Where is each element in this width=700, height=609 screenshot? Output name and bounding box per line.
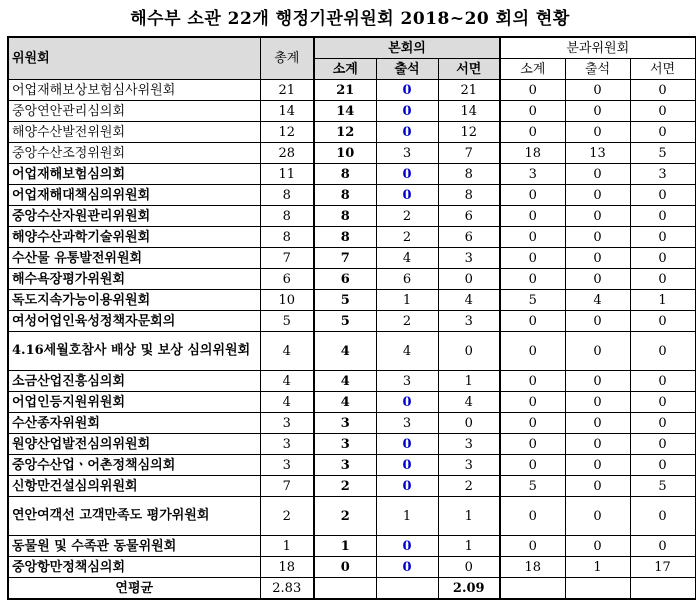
sub-written-cell: 0 [630, 311, 695, 332]
committee-name: 중앙항만정책심의회 [8, 557, 260, 578]
plenary-attend-cell: 1 [376, 290, 438, 311]
plenary-attend-cell: 0 [376, 80, 438, 101]
plenary-attend-cell: 0 [376, 434, 438, 455]
plenary-subtotal-cell: 3 [314, 434, 376, 455]
plenary-written-cell: 2 [438, 476, 500, 497]
committee-name: 독도지속가능이용위원회 [8, 290, 260, 311]
sub-written-cell: 0 [630, 371, 695, 392]
plenary-attend-cell: 3 [376, 413, 438, 434]
plenary-attend-header: 출석 [376, 59, 438, 80]
sub-written-cell: 0 [630, 101, 695, 122]
average-written: 2.09 [438, 578, 500, 600]
sub-subtotal-cell: 5 [500, 290, 565, 311]
committee-name: 4.16세월호참사 배상 및 보상 심의위원회 [8, 332, 260, 371]
total-cell: 6 [260, 269, 314, 290]
plenary-written-cell: 14 [438, 101, 500, 122]
total-cell: 5 [260, 311, 314, 332]
sub-written-cell: 0 [630, 536, 695, 557]
sub-attend-cell: 4 [565, 290, 630, 311]
total-header: 총계 [260, 37, 314, 80]
total-cell: 4 [260, 392, 314, 413]
table-row [8, 413, 695, 434]
sub-attend-cell: 0 [565, 164, 630, 185]
sub-subtotal-header: 소계 [500, 59, 565, 80]
plenary-subtotal-cell: 0 [314, 557, 376, 578]
plenary-subtotal-cell: 7 [314, 248, 376, 269]
sub-written-cell: 0 [630, 185, 695, 206]
committee-name: 연안여객선 고객만족도 평가위원회 [8, 497, 260, 536]
sub-written-cell: 0 [630, 413, 695, 434]
total-cell: 3 [260, 413, 314, 434]
sub-attend-cell: 0 [565, 269, 630, 290]
plenary-subtotal-cell: 12 [314, 122, 376, 143]
plenary-written-cell: 3 [438, 434, 500, 455]
sub-attend-cell: 0 [565, 101, 630, 122]
total-cell: 12 [260, 122, 314, 143]
sub-attend-cell: 0 [565, 185, 630, 206]
sub-attend-cell: 1 [565, 557, 630, 578]
committee-name: 중앙수산업ㆍ어촌정책심의회 [8, 455, 260, 476]
average-label: 연평균 [8, 578, 260, 600]
plenary-written-cell: 4 [438, 290, 500, 311]
plenary-written-cell: 6 [438, 227, 500, 248]
plenary-attend-cell: 4 [376, 248, 438, 269]
sub-attend-cell: 0 [565, 80, 630, 101]
plenary-written-cell: 0 [438, 332, 500, 371]
total-cell: 4 [260, 371, 314, 392]
plenary-written-cell: 21 [438, 80, 500, 101]
sub-subtotal-cell: 0 [500, 497, 565, 536]
plenary-subtotal-cell: 3 [314, 413, 376, 434]
committee-name: 어업재해대책심의위원회 [8, 185, 260, 206]
plenary-attend-cell: 2 [376, 311, 438, 332]
table-row [8, 476, 695, 497]
sub-written-cell: 1 [630, 290, 695, 311]
table-row [8, 206, 695, 227]
committee-name: 신항만건설심의위원회 [8, 476, 260, 497]
sub-written-cell: 5 [630, 143, 695, 164]
committee-name: 어업재해보험심의회 [8, 164, 260, 185]
table-row [8, 455, 695, 476]
plenary-subtotal-cell: 8 [314, 185, 376, 206]
committee-name: 원양산업발전심의위원회 [8, 434, 260, 455]
plenary-attend-cell: 2 [376, 227, 438, 248]
sub-subtotal-cell: 0 [500, 206, 565, 227]
plenary-subtotal-cell: 4 [314, 371, 376, 392]
sub-attend-cell: 0 [565, 434, 630, 455]
sub-subtotal-cell: 3 [500, 164, 565, 185]
plenary-subtotal-header: 소계 [314, 59, 376, 80]
table-row [8, 557, 695, 578]
plenary-attend-cell: 0 [376, 185, 438, 206]
plenary-written-cell: 4 [438, 392, 500, 413]
plenary-written-cell: 6 [438, 206, 500, 227]
table-row [8, 371, 695, 392]
plenary-attend-cell: 0 [376, 122, 438, 143]
plenary-subtotal-cell: 6 [314, 269, 376, 290]
table-row [8, 290, 695, 311]
sub-subtotal-cell: 0 [500, 413, 565, 434]
plenary-header: 본회의 [314, 37, 500, 59]
committee-name: 해양수산과학기술위원회 [8, 227, 260, 248]
plenary-subtotal-cell: 3 [314, 455, 376, 476]
total-cell: 8 [260, 185, 314, 206]
table-row [8, 497, 695, 536]
plenary-subtotal-cell: 1 [314, 536, 376, 557]
average-blank-5 [630, 578, 695, 600]
plenary-subtotal-cell: 21 [314, 80, 376, 101]
sub-attend-cell: 0 [565, 497, 630, 536]
sub-attend-cell: 0 [565, 332, 630, 371]
plenary-subtotal-cell: 4 [314, 332, 376, 371]
sub-attend-cell: 0 [565, 392, 630, 413]
plenary-subtotal-cell: 8 [314, 227, 376, 248]
sub-attend-cell: 0 [565, 371, 630, 392]
sub-written-cell: 0 [630, 206, 695, 227]
table-row [8, 227, 695, 248]
sub-subtotal-cell: 0 [500, 434, 565, 455]
plenary-written-cell: 7 [438, 143, 500, 164]
sub-attend-cell: 0 [565, 476, 630, 497]
total-cell: 18 [260, 557, 314, 578]
plenary-attend-cell: 1 [376, 497, 438, 536]
table-row [8, 101, 695, 122]
average-blank-4 [565, 578, 630, 600]
plenary-subtotal-cell: 5 [314, 311, 376, 332]
plenary-attend-cell: 0 [376, 455, 438, 476]
sub-subtotal-cell: 18 [500, 143, 565, 164]
plenary-subtotal-cell: 2 [314, 497, 376, 536]
sub-attend-cell: 0 [565, 248, 630, 269]
plenary-subtotal-cell: 2 [314, 476, 376, 497]
sub-attend-cell: 13 [565, 143, 630, 164]
plenary-attend-cell: 0 [376, 557, 438, 578]
sub-attend-header: 출석 [565, 59, 630, 80]
committee-name: 중앙연안관리심의회 [8, 101, 260, 122]
table-row [8, 164, 695, 185]
plenary-attend-cell: 4 [376, 332, 438, 371]
sub-subtotal-cell: 0 [500, 185, 565, 206]
total-cell: 21 [260, 80, 314, 101]
sub-subtotal-cell: 0 [500, 455, 565, 476]
plenary-subtotal-cell: 14 [314, 101, 376, 122]
sub-written-cell: 0 [630, 434, 695, 455]
plenary-written-header: 서면 [438, 59, 500, 80]
total-cell: 2 [260, 497, 314, 536]
average-total: 2.83 [260, 578, 314, 600]
sub-subtotal-cell: 0 [500, 392, 565, 413]
plenary-subtotal-cell: 8 [314, 206, 376, 227]
committee-name: 중앙수산자원관리위원회 [8, 206, 260, 227]
total-cell: 28 [260, 143, 314, 164]
total-cell: 1 [260, 536, 314, 557]
committee-header: 위원회 [8, 37, 260, 80]
sub-written-cell: 17 [630, 557, 695, 578]
table-row [8, 434, 695, 455]
plenary-written-cell: 3 [438, 248, 500, 269]
sub-subtotal-cell: 0 [500, 536, 565, 557]
committee-name: 어업인등지원위원회 [8, 392, 260, 413]
table-row [8, 248, 695, 269]
plenary-attend-cell: 0 [376, 392, 438, 413]
plenary-written-cell: 0 [438, 557, 500, 578]
plenary-subtotal-cell: 8 [314, 164, 376, 185]
committee-name: 여성어업인육성정책자문회의 [8, 311, 260, 332]
plenary-written-cell: 1 [438, 497, 500, 536]
total-cell: 11 [260, 164, 314, 185]
total-cell: 3 [260, 434, 314, 455]
plenary-written-cell: 1 [438, 536, 500, 557]
sub-attend-cell: 0 [565, 227, 630, 248]
total-cell: 10 [260, 290, 314, 311]
average-blank-3 [500, 578, 565, 600]
sub-subtotal-cell: 0 [500, 269, 565, 290]
plenary-written-cell: 0 [438, 269, 500, 290]
total-cell: 7 [260, 248, 314, 269]
table-row [8, 122, 695, 143]
sub-subtotal-cell: 0 [500, 80, 565, 101]
plenary-attend-cell: 3 [376, 143, 438, 164]
plenary-written-cell: 1 [438, 371, 500, 392]
sub-subtotal-cell: 0 [500, 122, 565, 143]
plenary-attend-cell: 0 [376, 536, 438, 557]
sub-subtotal-cell: 0 [500, 332, 565, 371]
committee-name: 어업재해보상보험심사위원회 [8, 80, 260, 101]
committee-meeting-table [7, 36, 696, 600]
plenary-attend-cell: 0 [376, 476, 438, 497]
plenary-subtotal-cell: 4 [314, 392, 376, 413]
table-row [8, 269, 695, 290]
sub-written-cell: 0 [630, 269, 695, 290]
subcommittee-header: 분과위원회 [500, 37, 695, 59]
table-row [8, 332, 695, 371]
sub-written-header: 서면 [630, 59, 695, 80]
plenary-written-cell: 3 [438, 311, 500, 332]
total-cell: 4 [260, 332, 314, 371]
average-blank-1 [314, 578, 376, 600]
plenary-attend-cell: 3 [376, 371, 438, 392]
plenary-attend-cell: 2 [376, 206, 438, 227]
sub-subtotal-cell: 0 [500, 248, 565, 269]
sub-written-cell: 0 [630, 332, 695, 371]
plenary-attend-cell: 0 [376, 164, 438, 185]
plenary-subtotal-cell: 10 [314, 143, 376, 164]
total-cell: 7 [260, 476, 314, 497]
committee-name: 해수욕장평가위원회 [8, 269, 260, 290]
sub-written-cell: 0 [630, 80, 695, 101]
committee-name: 소금산업진흥심의회 [8, 371, 260, 392]
committee-name: 해양수산발전위원회 [8, 122, 260, 143]
total-cell: 8 [260, 227, 314, 248]
committee-name: 수산종자위원회 [8, 413, 260, 434]
total-cell: 8 [260, 206, 314, 227]
sub-written-cell: 0 [630, 392, 695, 413]
average-blank-2 [376, 578, 438, 600]
total-cell: 3 [260, 455, 314, 476]
sub-written-cell: 0 [630, 455, 695, 476]
table-row [8, 143, 695, 164]
committee-name: 동물원 및 수족관 동물위원회 [8, 536, 260, 557]
sub-subtotal-cell: 0 [500, 227, 565, 248]
plenary-written-cell: 8 [438, 164, 500, 185]
sub-written-cell: 0 [630, 122, 695, 143]
plenary-attend-cell: 6 [376, 269, 438, 290]
sub-written-cell: 0 [630, 497, 695, 536]
total-cell: 14 [260, 101, 314, 122]
sub-subtotal-cell: 0 [500, 311, 565, 332]
committee-name: 수산물 유통발전위원회 [8, 248, 260, 269]
plenary-written-cell: 3 [438, 455, 500, 476]
sub-written-cell: 3 [630, 164, 695, 185]
page-title: 해수부 소관 22개 행정기관위원회 2018~20 회의 현황 [130, 9, 570, 29]
committee-name: 중앙수산조정위원회 [8, 143, 260, 164]
sub-written-cell: 0 [630, 227, 695, 248]
table-row [8, 536, 695, 557]
sub-attend-cell: 0 [565, 455, 630, 476]
sub-written-cell: 5 [630, 476, 695, 497]
plenary-written-cell: 8 [438, 185, 500, 206]
plenary-subtotal-cell: 5 [314, 290, 376, 311]
sub-subtotal-cell: 0 [500, 101, 565, 122]
table-row [8, 392, 695, 413]
table-row [8, 185, 695, 206]
sub-attend-cell: 0 [565, 206, 630, 227]
sub-subtotal-cell: 5 [500, 476, 565, 497]
sub-attend-cell: 0 [565, 536, 630, 557]
plenary-written-cell: 0 [438, 413, 500, 434]
plenary-attend-cell: 0 [376, 101, 438, 122]
sub-subtotal-cell: 18 [500, 557, 565, 578]
table-row [8, 80, 695, 101]
plenary-written-cell: 12 [438, 122, 500, 143]
sub-attend-cell: 0 [565, 122, 630, 143]
sub-attend-cell: 0 [565, 311, 630, 332]
sub-subtotal-cell: 0 [500, 371, 565, 392]
sub-attend-cell: 0 [565, 413, 630, 434]
table-row [8, 311, 695, 332]
sub-written-cell: 0 [630, 248, 695, 269]
